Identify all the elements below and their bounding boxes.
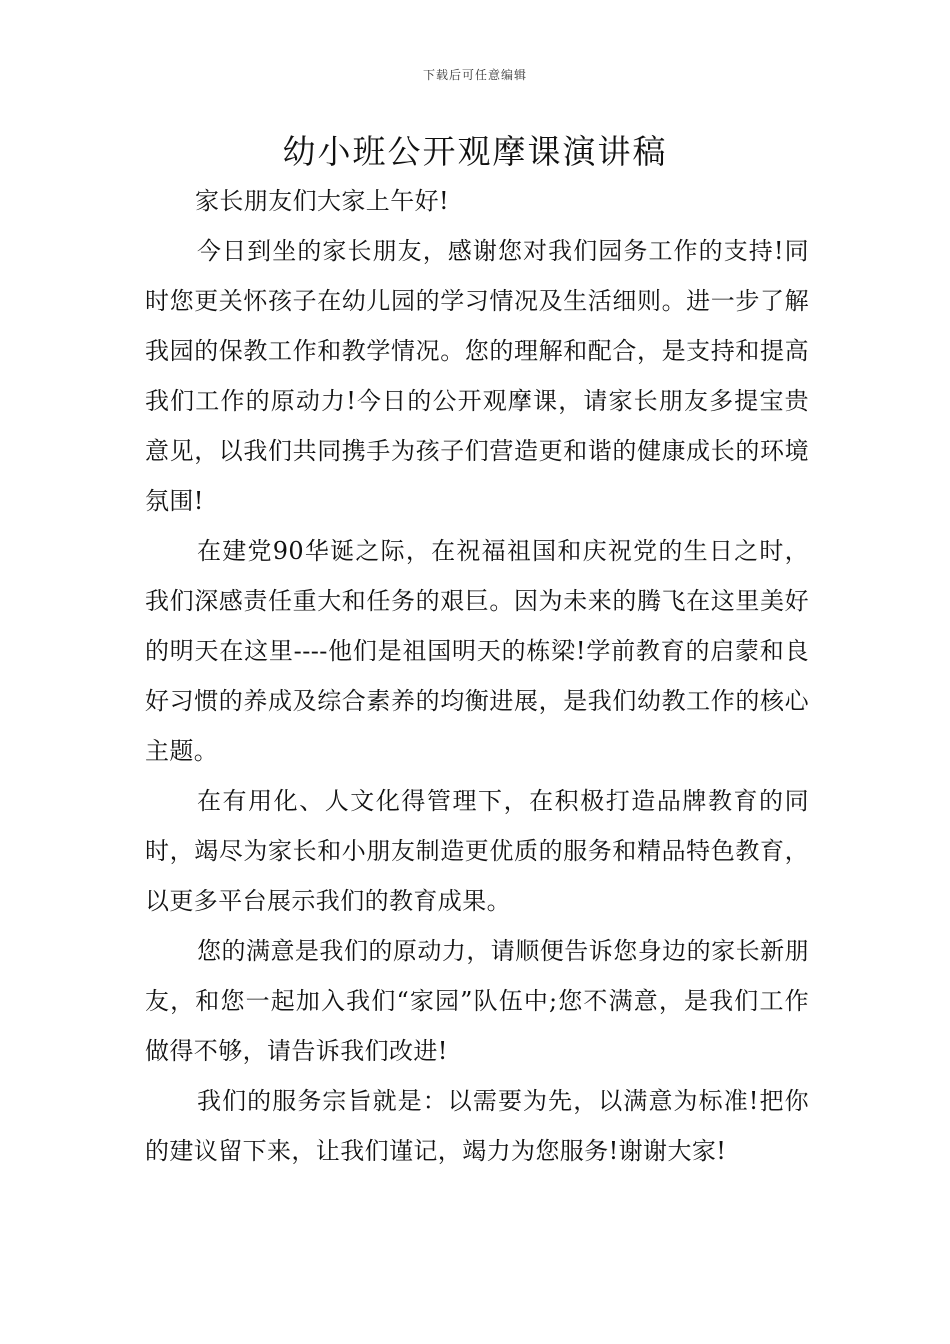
header-note: 下载后可任意编辑 xyxy=(422,68,527,82)
paragraph-1: 今日到坐的家长朋友，感谢您对我们园务工作的支持!同时您更关怀孩子在幼儿园的学习情况及生活细则。进一步了解我园的保教工作和教学情况。您的理解和配合，是支持和提高我们工作的原动力!今日的公开观摩课，请家长朋友多提宝贵意见，以我们共同携手为孩子们营造更和谐的健康成长的环境氛围! xyxy=(145,237,809,515)
document-body xyxy=(145,176,809,1176)
paragraph-2: 在建党90华诞之际，在祝福祖国和庆祝党的生日之时，我们深感责任重大和任务的艰巨。因为未来的腾飞在这里美好的明天在这里----他们是祖国明天的栋梁!学前教育的启蒙和良好习惯的养成及综合素养的均衡进展，是我们幼教工作的核心主题。 xyxy=(145,537,809,765)
document-title: 幼小班公开观摩课演讲稿 xyxy=(282,132,668,171)
greeting-paragraph: 家长朋友们大家上午好! xyxy=(195,187,450,215)
paragraph-5: 我们的服务宗旨就是：以需要为先，以满意为标准!把你的建议留下来，让我们谨记，竭力为您服务!谢谢大家! xyxy=(145,1087,809,1165)
paragraph-3: 在有用化、人文化得管理下，在积极打造品牌教育的同时，竭尽为家长和小朋友制造更优质的服务和精品特色教育，以更多平台展示我们的教育成果。 xyxy=(145,787,809,915)
paragraph-4: 您的满意是我们的原动力，请顺便告诉您身边的家长新朋友，和您一起加入我们“家园”队伍中;您不满意，是我们工作做得不够，请告诉我们改进! xyxy=(145,937,809,1065)
